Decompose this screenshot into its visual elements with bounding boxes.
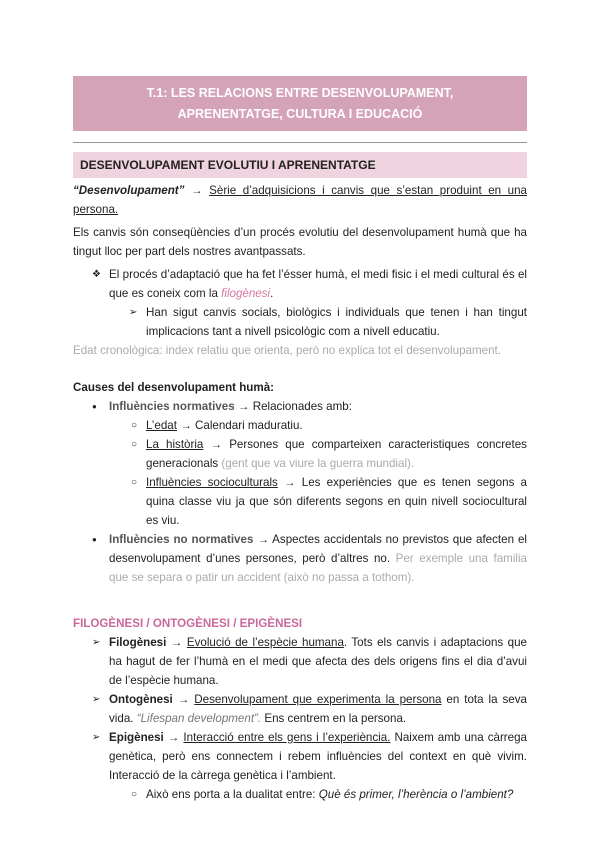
definition	[73, 181, 527, 219]
bullet-text: Calendari maduratiu.	[195, 419, 303, 432]
bullet-text: Naixem amb una càrrega genètica, però ens connectem i rebem influències del context en què vivim. Interacció de la càrrega genètica i l’ambient.	[109, 731, 528, 782]
section-heading-2: FILOGÈNESI / ONTOGÈNESI / EPIGÈNESI	[73, 617, 303, 630]
bullet-text: Ens centrem en la persona.	[261, 712, 407, 725]
arrowhead-bullet-icon: ➢	[129, 307, 138, 318]
bullet-item	[92, 397, 527, 416]
arrowhead-bullet-icon: ➢	[92, 637, 101, 648]
bullet-definition: Interacció entre els gens i l’experiència.	[183, 731, 391, 744]
bullet-text: Les experiències que es tenen segons a quina classe viu ja que són diferents segons en quin nivell sociocultural es viu.	[146, 476, 527, 527]
arrow-icon: →	[210, 438, 223, 451]
bullet-text: . Tots els canvis i adaptacions que ha hagut de fer l’humà en el medi que afecta des dels origens fins el dia d’avui de l’espècie humana.	[109, 636, 527, 687]
document-title	[73, 76, 527, 131]
sub-bullet-item	[131, 785, 527, 804]
document-body	[73, 181, 527, 844]
circle-bullet-icon: ○	[131, 789, 138, 800]
bullet-label: L’edat	[146, 419, 177, 432]
bullet-quote: “Lifespan development”.	[136, 712, 262, 725]
arrow-icon: →	[284, 476, 296, 489]
sub-bullet-text: Han sigut canvis socials, biològics i individuals que tenen i han tingut implicacions tant a nivell psicològic com a nivell educatiu.	[146, 306, 527, 338]
bullet-label: La història	[146, 438, 204, 451]
arrow-icon: →	[184, 184, 210, 197]
circle-bullet-icon: ○	[131, 420, 138, 431]
bullet-end: .	[270, 287, 274, 300]
bullet-text: Aspectes accidentals no previstos que afecten el desenvolupament d’unes persones, però d’altres no.	[109, 533, 527, 565]
bullet-text: El procés d’adaptació que ha fet l’ésser humà, el medi fisic i el medi cultural és el que es coneix com la	[109, 268, 527, 300]
bullet-label: Influències normatives	[109, 400, 235, 413]
arrow-icon: →	[237, 400, 250, 413]
bullet-question: Què és primer, l’herència o l’ambient?	[318, 788, 514, 801]
bullet-item	[92, 690, 527, 728]
bullet-note: (gent que va viure la guerra mundial).	[218, 457, 415, 470]
bullet-text: en tota la seva vida.	[109, 693, 527, 725]
circle-bullet-icon: ○	[131, 477, 138, 488]
note: Edat cronològica: index relatiu que orienta, però no explica tot el desenvolupament.	[73, 344, 501, 357]
bullet-label: Filogènesi	[109, 636, 167, 649]
definition-text: Sèrie d’adquisicions i canvis que s’estan produint en una persona.	[73, 184, 527, 216]
bullet-definition: Desenvolupament que experimenta la persona	[194, 693, 442, 706]
bullet-label: Influències socioculturals	[146, 476, 278, 489]
causes-heading: Causes del desenvolupament humà:	[73, 381, 275, 394]
arrow-icon: →	[170, 636, 183, 649]
diamond-bullet-icon: ❖	[92, 269, 101, 280]
sub-bullet-item	[131, 416, 527, 435]
title-line-1: T.1: LES RELACIONS ENTRE DESENVOLUPAMENT,	[146, 86, 454, 100]
bullet-item	[92, 265, 527, 303]
dot-bullet-icon: ●	[92, 535, 97, 544]
bullet-label: Epigènesi	[109, 731, 164, 744]
bullet-text: Això ens porta a la dualitat entre:	[146, 788, 319, 801]
highlight-term: filogènesi	[221, 287, 271, 300]
arrow-icon: →	[257, 533, 269, 546]
sub-bullet-item	[131, 473, 527, 530]
arrowhead-bullet-icon: ➢	[92, 694, 101, 705]
bullet-label: Ontogènesi	[109, 693, 173, 706]
paragraph: Els canvis són conseqüències d’un procés evolutiu del desenvolupament humà que ha tingut lloc per part dels nostres avantpassats.	[73, 226, 527, 258]
title-line-2: APRENENTATGE, CULTURA I EDUCACIÓ	[177, 107, 423, 121]
horizontal-divider	[73, 142, 527, 143]
definition-term: “Desenvolupament”	[73, 184, 185, 197]
bullet-text: Relacionades amb:	[252, 400, 352, 413]
circle-bullet-icon: ○	[131, 439, 138, 450]
bullet-item	[92, 633, 527, 690]
sub-bullet-item	[131, 435, 527, 473]
section-heading: DESENVOLUPAMENT EVOLUTIU I APRENENTATGE	[73, 152, 527, 178]
bullet-label: Influències no normatives	[109, 533, 254, 546]
dot-bullet-icon: ●	[92, 402, 97, 411]
sub-bullet-item	[129, 303, 527, 341]
arrow-icon: →	[167, 731, 180, 744]
arrow-icon: →	[177, 693, 190, 706]
bullet-note: Per exemple una familia que se separa o patir un accident (això no passa a tothom).	[109, 552, 527, 584]
bullet-item	[92, 728, 528, 785]
arrowhead-bullet-icon: ➢	[92, 732, 101, 743]
bullet-text: Persones que comparteixen caracteristiques concretes generacionals	[146, 438, 527, 470]
arrow-icon: →	[180, 419, 192, 432]
bullet-item	[92, 530, 527, 587]
bullet-definition: Evolució de l’espècie humana	[186, 636, 344, 649]
